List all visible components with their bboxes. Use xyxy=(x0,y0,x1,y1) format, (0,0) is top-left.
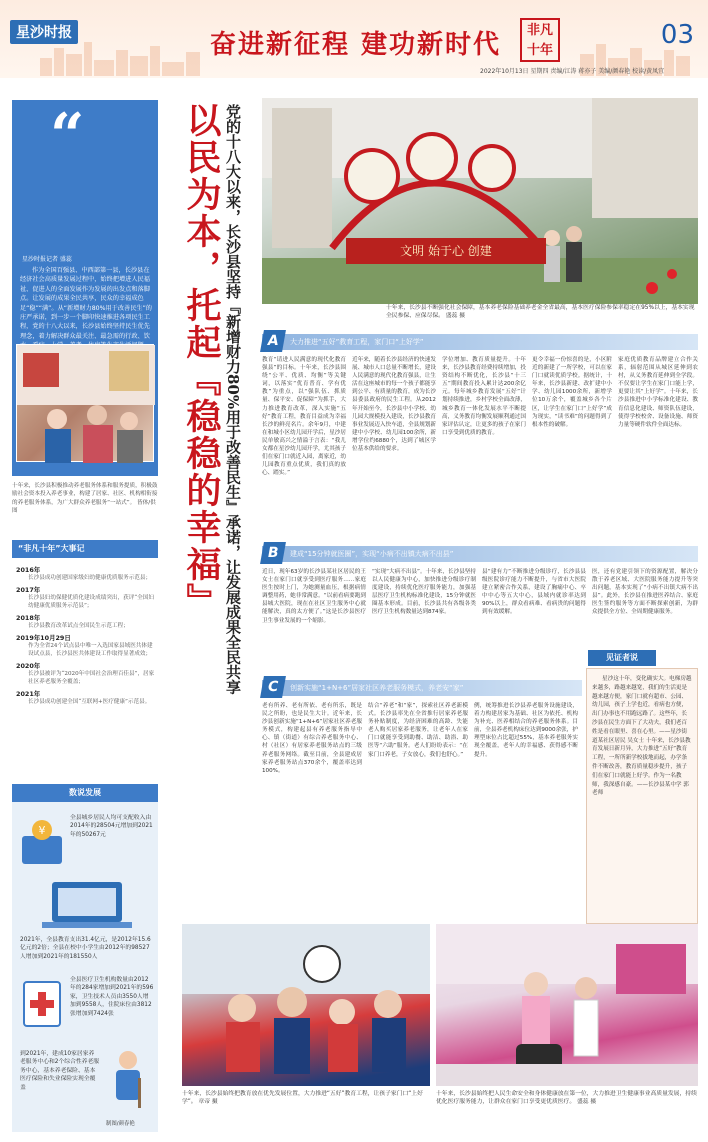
event-text: 长沙县教育改革试点全国民生示范工程； xyxy=(28,623,129,629)
section-a-col-4: 更令幸福一份惊喜的是，小区附近的新建了一所学校，可以在家门口就读优质学校。据统计，十年来，长沙县新建、改扩建中小学、幼儿园1000余所，新增学位10万余个，覆盖城乡各个片区，让学生在家门口“上好学”成为现实，“读书难”的问题得到了根本性的破解。 xyxy=(532,357,612,428)
data-panel-title: 数说发展 xyxy=(12,784,158,802)
data-credit: 制图/颜春艳 xyxy=(106,1121,135,1127)
section-a-col-2: 近年来，随着长沙县经济的快速发展、城市人口总量不断增长，建设人民满意的现代化教育强县，让生活在这座城市的每一个孩子都能享到公平、有质量的教育，成为长沙县委县政府的民生工程。从2012年开始至今，长沙县中小学校、幼儿园大规模投入建设，长沙县教育事业发展迈入快车道，全县规划新建中小学校、幼儿园100余所，新增学位约6880个，达到了城区学位基本供给的要求。 xyxy=(352,357,436,453)
event-item xyxy=(16,633,158,658)
section-a-title: 大力推进“五好”教育工程，家门口“上好学” xyxy=(290,338,424,346)
elderly-care-photo xyxy=(16,344,154,462)
section-c-header xyxy=(262,680,582,696)
section-c-title: 创新实施“1+N+6”居家社区养老服务模式，养老安“家” xyxy=(290,684,464,692)
event-text: 长沙县被评为“2020年中国社会治理百佳县”，居家社区养老服务全覆盖； xyxy=(28,671,155,685)
hospital-photo-illustration xyxy=(436,924,698,1086)
events-list xyxy=(16,562,158,706)
elderly-icon xyxy=(102,1048,154,1112)
svg-text:¥: ¥ xyxy=(38,824,46,837)
education-icon xyxy=(42,876,132,932)
section-c-col-2: 结合“养老”和“家”，探索社区养老新模式。长沙县率先在全省推行居家养老服务补贴制度，为经济困难的高龄、失能老人购买居家养老服务，让老年人在家门口就能享受到助餐、助洁、助浴、助医等“六助”服务。老人们纷纷表示：“在家门口养老，子女放心，我们也舒心。” xyxy=(368,703,468,758)
header-slogan: 奋进新征程 建功新时代 xyxy=(210,30,502,60)
section-b-col-1: 近日，现年63岁的长沙县某社区居民的王女士在家门口就享受到医疗服务……家庭医生按时上门，为她测量血压，根据病情调整用药，她非常满意。“以前看病要跑到县城大医院，现在在社区卫生服务中心就能解决，真的太方便了。”这是长沙县医疗卫生事业发展的一个缩影。 xyxy=(262,569,366,624)
event-item xyxy=(16,565,158,582)
witness-title: 见证者说 xyxy=(588,650,656,666)
section-a-col-1: 教育“请进人民满意的现代化教育强县”的目标。十年来，长沙县围绕“公平、优质、均衡”等关键词，以落实“优育普育、学有优教”为重点，以“强队伍、抓质量、保平安、促保障”为抓手，大力推进教育改革，深入实施“五好”教育工程，教育目益成为幸福长沙的鲜亮名片。余年9月，中建在和城小区幼儿园开学后，星沙居民单敏高兴之情溢于言表：“我儿女都在星沙幼儿园开学，尤其孩子们在家门口就近入园，离家近，幼儿园教育重点优质，我们真的放心、踏实。” xyxy=(262,357,346,477)
data-elderly: 到2021年，建成10家居家养老服务中心和2个综合性养老服务中心，基本养老保险、基本医疗保险和失业保险实现全覆盖 xyxy=(20,1051,100,1091)
intro-author: 星沙时报记者 盛蕊 xyxy=(22,256,72,263)
students-photo-illustration xyxy=(182,924,430,1086)
hospital-photo-caption: 十年来，长沙县始终把人民生命安全和身体健康放在第一位，大力推进卫生健康事业高质量发展，持续优化医疗服务能力，让群众在家门口享受更优质医疗。 盛蕊 摄 xyxy=(436,1091,697,1105)
newspaper-logo: 星沙时报 xyxy=(10,20,78,44)
event-year: 2020年 xyxy=(16,662,41,670)
event-text: 长沙县成功创建国家级妇幼健康优质服务示范县； xyxy=(28,575,152,581)
community-square-photo xyxy=(262,98,698,304)
event-text: 长沙县成功创建全国“互联网+医疗健康”示范县。 xyxy=(28,699,151,705)
civility-slogan-banner: 文明 始于心 创建 xyxy=(346,238,546,264)
elderly-care-photo-illustration xyxy=(17,345,155,463)
section-b-col-2: “实现“大病不出县”。十年来，长沙县坚持以人民健康为中心，加快推进分级诊疗制度建设，持续优化医疗服务能力，加强基层医疗卫生机构标准化建设，15分钟就医圈基本形成。目前，长沙县共有各级各类医疗卫生机构数量达到874家。 xyxy=(372,569,476,616)
section-b-col-3: 县“建有力”不断推进分级诊疗，长沙县县级医院诊疗能力不断提升，与省市大医院建立紧密合作关系，建设了胸痛中心、卒中中心等五大中心，县域内就诊率达到90%以上，群众看病难、看病贵的问题得到有效缓解。 xyxy=(482,569,586,616)
event-text: 作为全省24个试点县中唯一入选国家县域医共体建设试点县，长沙县医共体建设工作取得显著成效； xyxy=(28,643,153,657)
data-education: 2021年，全县教育支出31.4亿元，是2012年15.6亿元的2倍；全县在校中小学生由2012年的98527人增加到2021年的181550人 xyxy=(20,937,151,960)
page-title: 以民为本，托起『稳稳的幸福』 xyxy=(181,102,222,620)
event-year: 2017年 xyxy=(16,586,41,594)
section-b-col-4: 医，还有党建引领下的资源配置，解决分散于养老区域、大医院服务能力提升等突出问题，基本实现了“小病不出镇大病不出县”。此外，长沙县在推进医养结合、家庭医生签约服务等方面不断探索创新，为群众提供全方位、全周期健康服务。 xyxy=(592,569,698,616)
event-year: 2016年 xyxy=(16,566,41,574)
city-skyline-left xyxy=(40,40,210,76)
page-number: 03 xyxy=(660,20,694,50)
issue-info: 2022年10月13日 星期四 责编/江涛 蒋亦子 美编/颜春艳 校读/黄凤宜 xyxy=(480,68,665,75)
event-year: 2019年10月29日 xyxy=(16,634,71,642)
event-item xyxy=(16,613,158,630)
students-photo-caption: 十年来，长沙县始终把教育放在优先发展位置，大力推进“五好”教育工程，让孩子家门口“上好学”。 章帝 摄 xyxy=(182,1091,423,1105)
community-square-illustration xyxy=(262,98,698,304)
quote-mark-icon: “ xyxy=(50,101,85,171)
event-item xyxy=(16,661,158,686)
section-b-title: 建成“15分钟就医圈”，实现“小病不出镇大病不出县” xyxy=(290,550,454,558)
hospital-photo xyxy=(436,924,698,1086)
data-medical: 全县医疗卫生机构数量由2012年的284家增加到2021年的596家，卫生技术人员由3550人增加到9558人，住院床位由3812张增加到7424张 xyxy=(70,977,154,1017)
students-photo xyxy=(182,924,430,1086)
section-c-col-3: 例，统筹推进长沙县养老服务设施建设，着力构建居家为基础、社区为依托、机构为补充、医养相结合的养老服务体系。目前，全县养老机构床位达到9000余张，护理型床位占比超过55%，基本养老服务实现全覆盖，老年人的幸福感、获得感不断提升。 xyxy=(474,703,578,758)
section-a-letter: A xyxy=(260,330,286,352)
section-b-header xyxy=(262,546,698,562)
event-item xyxy=(16,689,158,706)
page-header xyxy=(0,0,708,78)
medical-icon xyxy=(18,972,66,1034)
section-c-letter: C xyxy=(260,676,286,698)
section-a-col-5: 家庭优质教育品牌建立合作关系，辐射范围从城区延伸到农村，从义务教育延伸到全学段。不仅要让学生在家门口能上学，更要让其“上好学”。十年来，长沙县推进中小学标准化建设、教育信息化建设、师资队伍建设，使得学校校舍、设备设施、师资力量等硬件软件全面达标。 xyxy=(618,357,698,428)
section-b-letter: B xyxy=(260,542,286,564)
section-a-header xyxy=(262,334,698,350)
page-subtitle: 党的十八大以来，长沙县坚持『新增财力80%用于改善民生』承诺，让发展成果全民共享 xyxy=(224,104,242,695)
section-c-col-1: 老有所养、老有所依、老有所乐，既是民之所盼，也是民生大计。近年来，长沙县创新实施“1+N+6”居家社区养老服务模式，构建起县有养老服务指导中心、镇（街道）有综合养老服务中心、村（社区）有居家养老服务站点的三级养老服务网络。截至目前，全县建成居家养老服务站点370余个，覆盖率达到100%。 xyxy=(262,703,362,774)
event-text: 长沙县妇幼保健优质化建设成绩突出，获评“全国妇幼健康优质服务示范县”； xyxy=(28,595,154,609)
top-photo-caption: 十年来，长沙县不断强化社会保障，基本养老保险基础养老金全省最高，基本医疗保险参保率稳定在95%以上，基本实现全民参保、应保尽保。 盛蕊 摄 xyxy=(386,305,695,319)
event-item xyxy=(16,585,158,610)
data-income: 全县城乡居民人均可支配收入由2014年的28504元增加到2021年的50267元 xyxy=(70,815,153,838)
decade-badge: 非凡十年 xyxy=(520,18,560,62)
event-year: 2018年 xyxy=(16,614,41,622)
events-title: “非凡十年”大事记 xyxy=(12,540,158,558)
witness-text: 星沙这十年，变化确实大。电梯房越来越多，路越来越宽，我们的生活更是越来越方便，家门口就有超市、公园、幼儿园，孩子上学也近，看病也方便，出门办事也不用跑远路了。这些年，长沙县在民生方面下了大功夫，我们老百姓是看在眼里、喜在心里。——星沙街道某社区居民 吴女士 十年来，长沙县教育发展日新月异，大力推进“五好”教育工程，一所所新学校拔地而起，办学条件不断改善，教育质量稳步提升，孩子们在家门口就能上好学。作为一名教师，我深感自豪。——长沙县某中学 郭老师 xyxy=(586,668,698,924)
income-icon xyxy=(18,816,66,868)
data-panel xyxy=(12,802,158,1132)
intro-text: 作为全国百强县、中西部第一县，长沙县在经济社会高质量发展过程中，始终把增进人民福祉、促进人的全面发展作为发展的出发点和落脚点。让发展的成果全民共享，民众的幸福成色足“稳”“满”。从“新增财力80%用于改善民生”的庄严承诺，到一步一个脚印快速推进各项民生工程，党的十八大以来，长沙县始终坚持民生优先理念，着力解决群众最关注、最急需的行政、饮 xyxy=(20,267,152,340)
event-year: 2021年 xyxy=(16,690,41,698)
section-a-col-3: 学位增加、教育质量提升。十年来，长沙县教育经费持续增加，投资结构不断优化，长沙县“十三五”期间教育投入累计达200余亿元。每年城乡教育发展“五好”计划持续推进，乡村学校全面改薄，城乡教育一体化发展水平不断提高，义务教育均衡发展顺利通过国家评估认定，让更多的孩子在家门口享受到优质的教育。 xyxy=(442,357,526,436)
elderly-care-caption: 十年来，长沙县积极推动养老服务体系和服务提质，积极鼓励社会资本投入养老事业，构建了居家、社区、机构相衔接的养老服务体系，为广大群众养老服务“一站式”。 皆体/供图 xyxy=(12,483,158,515)
